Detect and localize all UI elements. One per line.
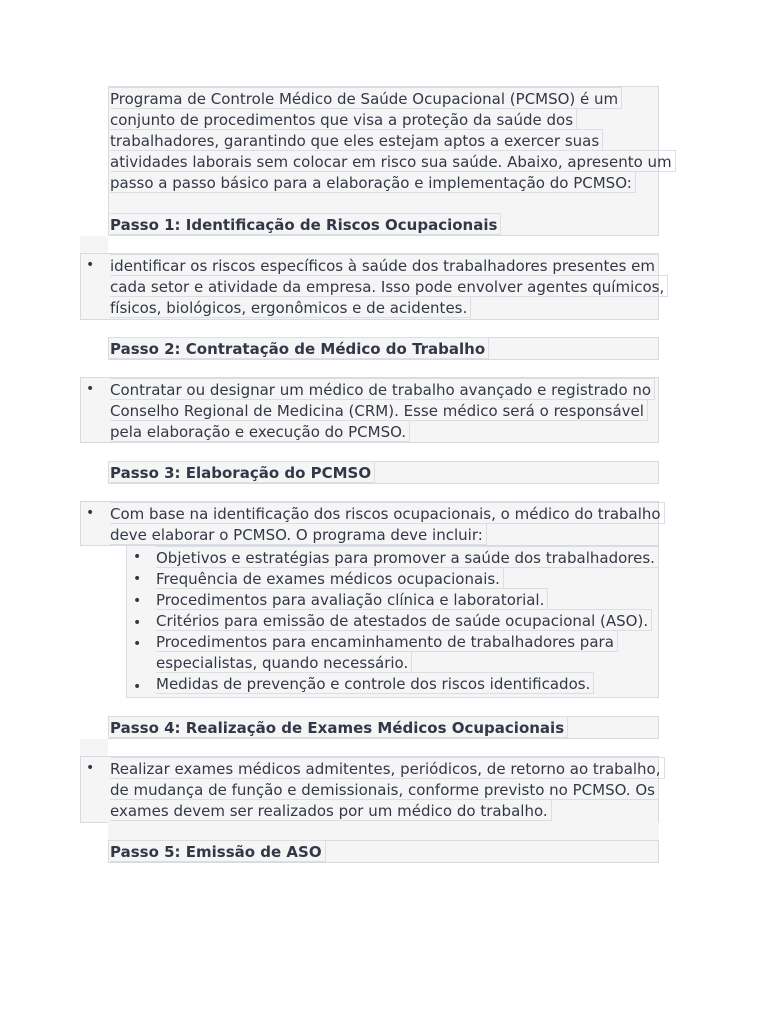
sub-bullet-marker: • xyxy=(133,571,142,587)
intro-line: conjunto de procedimentos que visa a proteção da saúde dos xyxy=(110,108,577,130)
bullet-line: Conselho Regional de Medicina (CRM). Esse médico será o responsável xyxy=(110,399,648,421)
bullet-line: Com base na identificação dos riscos ocupacionais, o médico do trabalho xyxy=(110,502,665,524)
step-5-heading xyxy=(110,840,768,862)
bullet-line: pela elaboração e execução do PCMSO. xyxy=(110,420,410,442)
bullet-marker: • xyxy=(86,381,95,397)
step-3-bullet-text xyxy=(110,502,768,545)
step-1-bullet-text xyxy=(110,254,768,318)
bullet-line: Realizar exames médicos admitentes, periódicos, de retorno ao trabalho, xyxy=(110,757,665,779)
step-title: Passo 4: Realização de Exames Médicos Ocupacionais xyxy=(110,716,568,738)
intro-line: trabalhadores, garantindo que eles estejam aptos a exercer suas xyxy=(110,129,603,151)
sub-item: Procedimentos para encaminhamento de trabalhadores para xyxy=(156,630,618,652)
intro-line: atividades laborais sem colocar em risco sua saúde. Abaixo, apresento um xyxy=(110,150,676,172)
step-2-bullet-text xyxy=(110,378,768,442)
sub-item: Critérios para emissão de atestados de saúde ocupacional (ASO). xyxy=(156,609,652,631)
sub-bullet-marker: • xyxy=(133,679,142,695)
intro-line: passo a passo básico para a elaboração e implementação do PCMSO: xyxy=(110,171,636,193)
bullet-marker: • xyxy=(86,760,95,776)
step-3-heading xyxy=(110,461,768,483)
sub-list-lines xyxy=(156,546,768,694)
sub-bullet-marker: • xyxy=(133,593,142,609)
step-1-heading xyxy=(110,213,768,235)
bullet-line: deve elaborar o PCMSO. O programa deve incluir: xyxy=(110,523,487,545)
sub-bullet-marker: • xyxy=(133,615,142,631)
bullet-line: Contratar ou designar um médico de trabalho avançado e registrado no xyxy=(110,378,655,400)
bullet-line: de mudança de função e demissionais, conforme previsto no PCMSO. Os xyxy=(110,778,659,800)
intro-line: Programa de Controle Médico de Saúde Ocupacional (PCMSO) é um xyxy=(110,87,622,109)
list-gutter xyxy=(108,822,659,840)
bullet-line: identificar os riscos específicos à saúde dos trabalhadores presentes em xyxy=(110,254,659,276)
bullet-line: exames devem ser realizados por um médico do trabalho. xyxy=(110,799,552,821)
step-4-heading xyxy=(110,716,768,738)
step-title: Passo 5: Emissão de ASO xyxy=(110,840,326,862)
bullet-marker: • xyxy=(86,257,95,273)
bullet-line: físicos, biológicos, ergonômicos e de acidentes. xyxy=(110,296,471,318)
sub-bullet-marker: • xyxy=(133,549,142,565)
step-4-bullet-text xyxy=(110,757,768,821)
sub-item: Frequência de exames médicos ocupacionais. xyxy=(156,567,504,589)
bullet-line: cada setor e atividade da empresa. Isso pode envolver agentes químicos, xyxy=(110,275,668,297)
bullet-marker: • xyxy=(86,505,95,521)
step-title: Passo 3: Elaboração do PCMSO xyxy=(110,461,375,483)
intro-paragraph xyxy=(110,87,768,193)
sub-bullet-marker: • xyxy=(133,636,142,652)
sub-item: Objetivos e estratégias para promover a saúde dos trabalhadores. xyxy=(156,546,659,568)
sub-item: Medidas de prevenção e controle dos riscos identificados. xyxy=(156,672,594,694)
step-2-heading xyxy=(110,337,768,359)
list-gutter xyxy=(80,739,108,757)
step-title: Passo 2: Contratação de Médico do Trabalho xyxy=(110,337,489,359)
sub-item: especialistas, quando necessário. xyxy=(156,651,412,673)
sub-item: Procedimentos para avaliação clínica e laboratorial. xyxy=(156,588,548,610)
step-title: Passo 1: Identificação de Riscos Ocupacionais xyxy=(110,213,501,235)
list-gutter xyxy=(80,236,108,254)
